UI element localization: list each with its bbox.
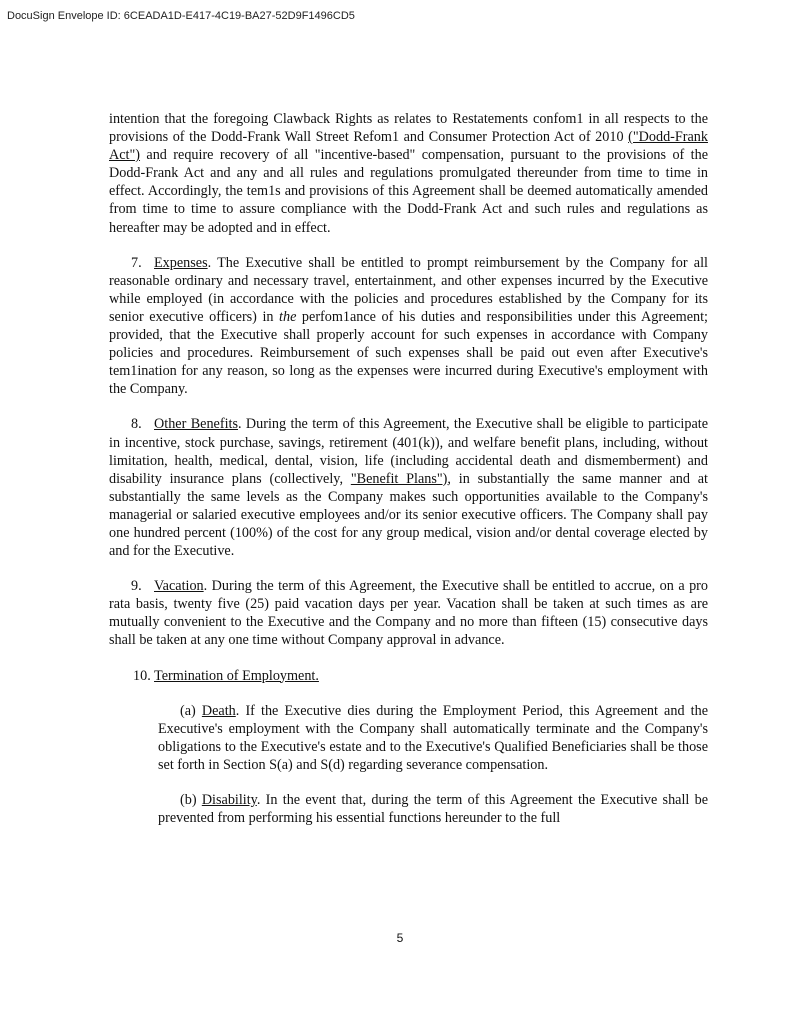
section-title: Other Benefits — [154, 416, 238, 433]
section-title: Termination of Employment. — [154, 667, 319, 684]
benefit-plans-defined-term: "Benefit Plans") — [350, 470, 448, 487]
section-number: 8. — [131, 416, 142, 433]
subsection-title: Death — [201, 702, 236, 719]
section-number: 9. — [131, 578, 142, 595]
carryover-paragraph — [109, 110, 708, 237]
section-text: . During the term of this Agreement, the Executive shall be entitled to accrue, on a pro rata basis, twenty five (25) paid vacation days per year. Vacation shall be taken at such times as are mutually convenient to the Executive and the Company and no more than fifteen (15) consecutive days shall be taken at any one time without Company approval in advance. — [109, 578, 708, 649]
subsection-label: (b) — [180, 792, 202, 808]
section-10-heading — [133, 667, 708, 685]
section-number: 7. — [131, 254, 142, 271]
subsection-title: Disability — [201, 792, 257, 808]
section-10b-disability — [158, 791, 708, 827]
subsection-label: (a) — [180, 702, 202, 719]
section-text-a: . During the term of this Agreement, the Executive shall be eligible to participate in incentive, stock purchase, savings, retirement (401(k)), and welfare benefit plans, including, without limitation, health, medical, dental, vision, life (including accidental death and dismemberment) and disability insurance plans (collectively, — [109, 416, 708, 487]
section-title: Vacation — [154, 578, 204, 595]
italic-word: the — [279, 308, 297, 325]
carryover-text-a: intention that the foregoing Clawback Rights as relates to Restatements confom1 in all respects to the provisions of the Dodd-Frank Wall Street Refom1 and Consumer Protection Act of 2010 — [109, 111, 708, 146]
section-title: Expenses — [154, 254, 208, 271]
section-text-b: , in substantially the same manner and at substantially the same levels as the Company makes such opportunities available to the Company's managerial or salaried executive employees and/or its senior executive officers. The Company shall pay one hundred percent (100%) of the cost for any group medical, vision and/or dental coverage elected by and for the Executive. — [109, 470, 708, 560]
section-9-vacation — [109, 577, 708, 649]
docusign-envelope-id: DocuSign Envelope ID: 6CEADA1D-E417-4C19-BA27-52D9F1496CD5 — [7, 10, 355, 22]
page-number: 5 — [396, 931, 404, 945]
subsection-text: . In the event that, during the term of this Agreement the Executive shall be prevented from performing his essential functions hereunder to the full — [158, 792, 708, 827]
subsection-text: . If the Executive dies during the Employment Period, this Agreement and the Executive's employment with the Company shall automatically terminate and the Company's obligations to the Executive's estate and to the Executive's Qualified Beneficiaries shall be those set forth in Section S(a) and S(d) regarding severance compensation. — [158, 702, 708, 773]
section-text-a: . The Executive shall be entitled to prompt reimbursement by the Company for all reasonable ordinary and necessary travel, entertainment, and other expenses incurred by the Executive while employed (in accordance with the policies and procedures established by the Company for its senior executive officers) in — [109, 254, 708, 325]
section-number: 10. — [133, 667, 151, 684]
carryover-text-b: and require recovery of all "incentive-based" compensation, pursuant to the provisions of the Dodd-Frank Act and any and all rules and regulations promulgated thereunder from time to time in effect. Accordingly, the tem1s and provisions of this Agreement shall be deemed automatically amended from time to time to assure compliance with the Dodd-Frank Act and such rules and regulations as hereafter may be adopted and in effect. — [109, 147, 708, 236]
section-7-expenses — [109, 254, 708, 399]
dodd-frank-defined-term: ("Dodd-Frank Act") — [109, 129, 708, 164]
section-10a-death — [158, 702, 708, 774]
document-page — [109, 110, 708, 827]
section-8-other-benefits — [109, 415, 708, 560]
section-text-b: perfom1ance of his duties and responsibilities under this Agreement; provided, that the Executive shall properly account for such expenses in accordance with Company policies and procedures. Reimbursement of such expenses shall be paid out even after Executive's tem1ination for any reason, so long as the expenses were incurred during Executive's employment with the Company. — [109, 308, 708, 398]
